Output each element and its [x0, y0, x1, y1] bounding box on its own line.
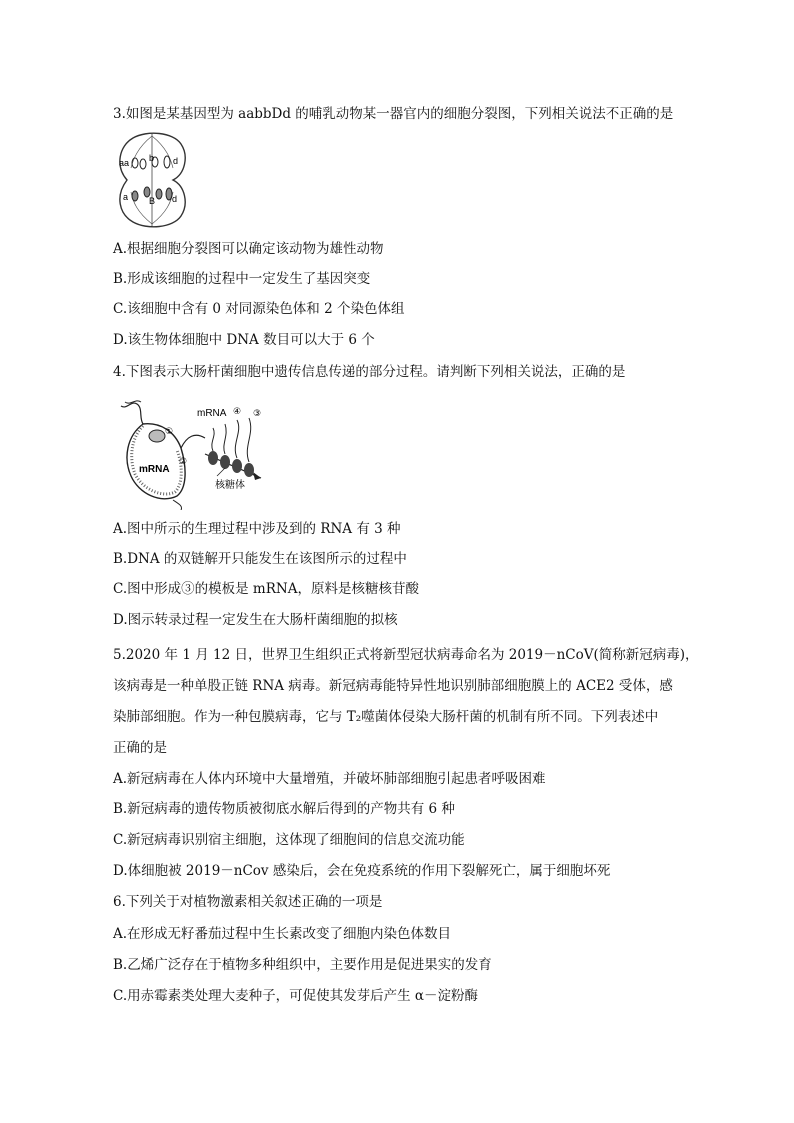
q5-option-b: B.新冠病毒的遗传物质被彻底水解后得到的产物共有 6 种: [113, 801, 455, 817]
question-4-stem: 4.下图表示大肠杆菌细胞中遗传信息传递的部分过程。请判断下列相关说法，正确的是: [113, 364, 626, 380]
q5-option-c: C.新冠病毒识别宿主细胞，这体现了细胞间的信息交流功能: [113, 832, 465, 848]
label-ribosome: 核糖体: [215, 480, 245, 491]
cell-division-figure: [113, 130, 191, 230]
question-5-stem-line-3: 染肺部细胞。作为一种包膜病毒，它与 T₂噬菌体侵染大肠杆菌的机制有所不同。下列表述中: [113, 709, 659, 725]
label-1: ①: [165, 426, 174, 436]
q3-option-b: B.形成该细胞的过程中一定发生了基因突变: [113, 271, 371, 287]
q5-option-d: D.体细胞被 2019－nCov 感染后，会在免疫系统的作用下裂解死亡，属于细胞坏死: [113, 863, 611, 879]
label-bottom-B: B: [149, 196, 156, 206]
question-5-stem-line-1: 5.2020 年 1 月 12 日，世界卫生组织正式将新型冠状病毒命名为 2019－nCoV(简称新冠病毒)，: [113, 647, 699, 663]
label-bottom-a: a: [123, 192, 129, 202]
label-4: ④: [233, 406, 242, 416]
label-top-b: b: [149, 153, 155, 163]
q3-option-a: A.根据细胞分裂图可以确定该动物为雄性动物: [113, 241, 384, 257]
question-5-stem-line-4: 正确的是: [113, 740, 167, 756]
q6-option-a: A.在形成无籽番茄过程中生长素改变了细胞内染色体数目: [113, 926, 452, 942]
q4-option-c: C.图中形成③的模板是 mRNA，原料是核糖核苷酸: [113, 581, 419, 597]
question-6-stem: 6.下列关于对植物激素相关叙述正确的一项是: [113, 894, 383, 910]
q3-option-c: C.该细胞中含有 0 对同源染色体和 2 个染色体组: [113, 301, 405, 317]
label-3: ③: [253, 408, 262, 418]
q6-option-b: B.乙烯广泛存在于植物多种组织中，主要作用是促进果实的发育: [113, 957, 492, 973]
q5-option-a: A.新冠病毒在人体内环境中大量增殖，并破坏肺部细胞引起患者呼吸困难: [113, 771, 546, 787]
q6-option-c: C.用赤霉素类处理大麦种子，可促使其发芽后产生 α－淀粉酶: [113, 988, 479, 1004]
q3-option-d: D.该生物体细胞中 DNA 数目可以大于 6 个: [113, 332, 375, 348]
q4-option-a: A.图中所示的生理过程中涉及到的 RNA 有 3 种: [113, 521, 401, 537]
label-top-aa: aa: [119, 158, 130, 168]
label-top-d: d: [173, 156, 179, 166]
label-mrna-loop: mRNA: [139, 464, 170, 475]
q4-option-d: D.图示转录过程一定发生在大肠杆菌细胞的拟核: [113, 612, 398, 628]
q4-option-b: B.DNA 的双链解开只能发生在该图所示的过程中: [113, 551, 407, 567]
question-3-stem: 3.如图是某基因型为 aabbDd 的哺乳动物某一器官内的细胞分裂图，下列相关说法不正确的是: [113, 106, 674, 122]
label-mrna-top: mRNA: [197, 408, 227, 419]
label-2: ②: [179, 456, 188, 466]
label-bottom-d: d: [172, 194, 178, 204]
question-5-stem-line-2: 该病毒是一种单股正链 RNA 病毒。新冠病毒能特异性地识别肺部细胞膜上的 ACE2 受体，感: [113, 678, 673, 694]
transcription-translation-figure: [113, 396, 265, 510]
